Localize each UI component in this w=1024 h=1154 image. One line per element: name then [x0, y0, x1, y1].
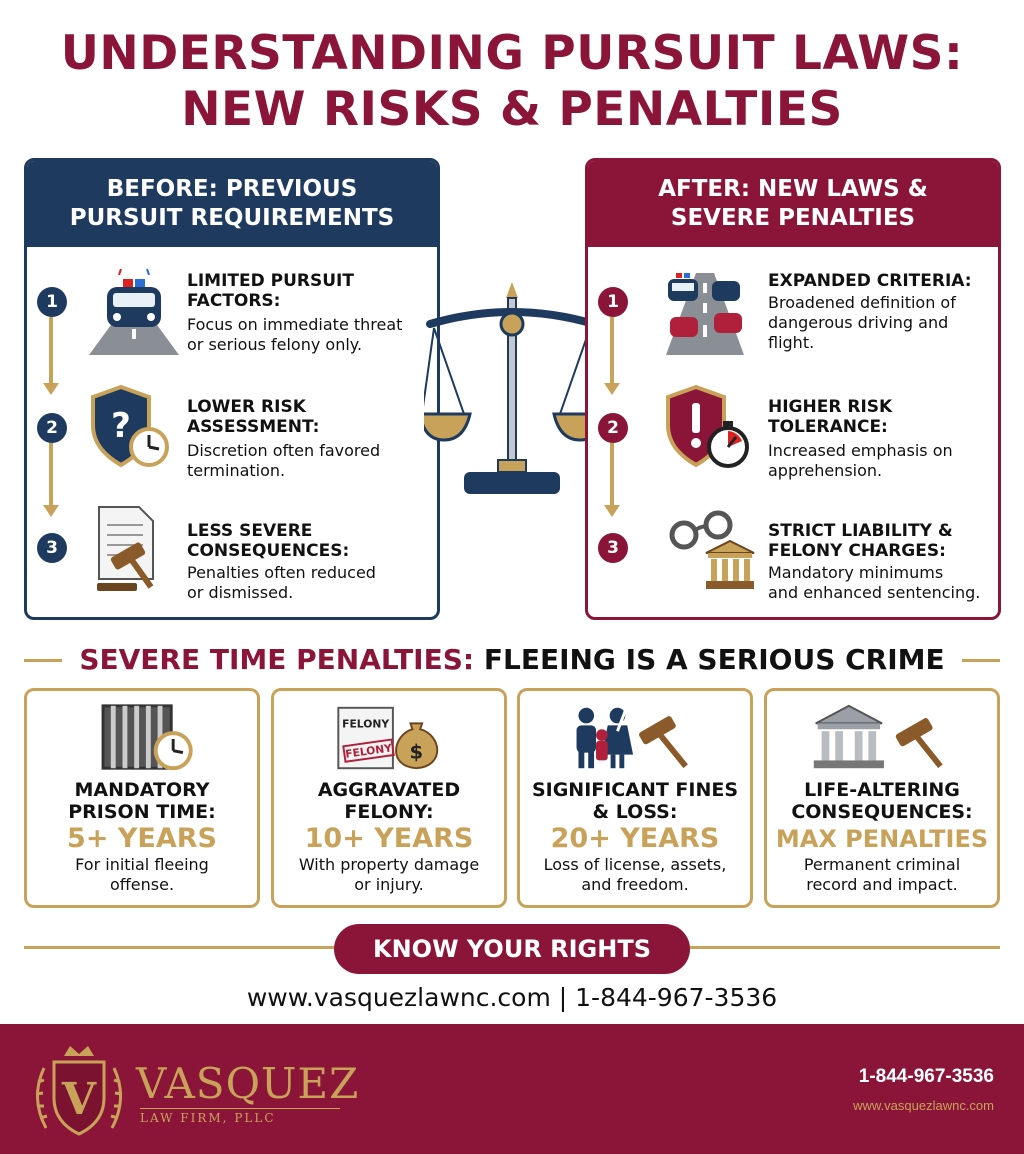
card-penalty-value: MAX PENALTIES: [775, 825, 989, 853]
traffic-pursuit-icon: [666, 263, 744, 357]
step-number: 2: [37, 413, 67, 443]
brand-subtitle: LAW FIRM, PLLC: [140, 1108, 340, 1125]
step-description: Discretion often favored termination.: [187, 441, 381, 480]
after-panel-heading: [588, 161, 998, 247]
step-description: Increased emphasis on apprehension.: [768, 441, 953, 480]
scales-of-justice-icon: [424, 280, 600, 502]
card-description: Loss of license, assets, and freedom.: [543, 855, 727, 894]
step-title: LESS SEVERE CONSEQUENCES:: [187, 521, 350, 561]
before-panel-heading: [27, 161, 437, 247]
step-title: STRICT LIABILITY & FELONY CHARGES:: [768, 521, 953, 561]
courthouse-gavel-icon: [767, 701, 997, 775]
logo-letter: V: [61, 1074, 97, 1125]
card-description: With property damage or injury.: [298, 855, 480, 894]
penalty-card-fines: [517, 688, 753, 908]
prison-clock-icon: [27, 701, 257, 775]
felony-stamp-label: FELONY: [344, 741, 393, 761]
before-step-2: [27, 383, 437, 483]
before-heading-line-1: BEFORE: PREVIOUS: [106, 176, 358, 202]
family-gavel-icon: [520, 701, 750, 775]
card-title: AGGRAVATED FELONY:: [317, 779, 461, 823]
handcuffs-courthouse-icon: [666, 503, 756, 597]
step-title: LOWER RISK ASSESSMENT:: [187, 397, 320, 437]
card-penalty-value: 20+ YEARS: [550, 823, 720, 854]
shield-question-clock-icon: [87, 381, 181, 475]
document-gavel-icon: [87, 503, 181, 597]
severe-penalties-text: [0, 642, 1024, 678]
title-line-1: UNDERSTANDING PURSUIT LAWS:: [60, 26, 964, 81]
felony-moneybag-icon: [274, 701, 504, 775]
before-step-1: [27, 257, 437, 357]
penalty-card-prison: [24, 688, 260, 908]
step-title: HIGHER RISK TOLERANCE:: [768, 397, 893, 437]
step-title: EXPANDED CRITERIA:: [768, 271, 972, 291]
step-number: 2: [598, 413, 628, 443]
penalty-card-life-altering: [764, 688, 1000, 908]
felony-doc-label: FELONY: [342, 717, 390, 731]
card-title: LIFE-ALTERING CONSEQUENCES:: [791, 779, 973, 823]
after-step-2: [588, 383, 998, 483]
title-line-2: NEW RISKS & PENALTIES: [181, 82, 843, 137]
severe-penalties-label: SEVERE TIME PENALTIES:: [79, 643, 475, 676]
severe-penalties-subtitle: FLEEING IS A SERIOUS CRIME: [483, 643, 945, 676]
after-step-1: [588, 257, 998, 357]
after-heading-line-2: SEVERE PENALTIES: [670, 205, 916, 231]
card-penalty-value: 10+ YEARS: [304, 823, 474, 854]
know-your-rights-button[interactable]: KNOW YOUR RIGHTS: [334, 924, 690, 974]
step-description: Focus on immediate threat or serious felony only.: [187, 315, 403, 354]
step-number: 1: [598, 287, 628, 317]
card-penalty-value: 5+ YEARS: [67, 823, 217, 854]
police-car-icon: [87, 263, 181, 357]
step-number: 3: [37, 533, 67, 563]
law-firm-logo: [24, 1038, 134, 1148]
step-description: Penalties often reduced or dismissed.: [187, 563, 376, 602]
card-title: SIGNIFICANT FINES & LOSS:: [531, 779, 739, 823]
step-number: 1: [37, 287, 67, 317]
after-step-3: [588, 507, 998, 607]
shield-alert-stopwatch-icon: [666, 381, 756, 475]
footer-url[interactable]: www.vasquezlawnc.com: [853, 1098, 994, 1113]
after-panel: [585, 158, 1001, 620]
after-heading-line-1: AFTER: NEW LAWS &: [658, 176, 928, 202]
card-description: For initial fleeing offense.: [75, 855, 209, 894]
card-title: MANDATORY PRISON TIME:: [68, 779, 216, 823]
before-panel: [24, 158, 440, 620]
footer: [0, 1024, 1024, 1154]
footer-phone[interactable]: 1-844-967-3536: [858, 1066, 994, 1087]
contact-line[interactable]: www.vasquezlawnc.com | 1-844-967-3536: [246, 983, 778, 1012]
svg-text:?: ?: [111, 406, 131, 446]
before-step-3: [27, 507, 437, 607]
penalty-card-felony: [271, 688, 507, 908]
card-description: Permanent criminal record and impact.: [803, 855, 961, 894]
step-title: LIMITED PURSUIT FACTORS:: [187, 271, 354, 311]
page-title: [0, 26, 1024, 138]
divider: [24, 946, 334, 949]
step-description: Mandatory minimums and enhanced sentencing.: [768, 563, 981, 602]
brand-name: VASQUEZ: [136, 1059, 360, 1108]
step-number: 3: [598, 533, 628, 563]
before-heading-line-2: PURSUIT REQUIREMENTS: [69, 205, 395, 231]
severe-penalties-heading: [0, 640, 1024, 680]
divider: [690, 946, 1000, 949]
step-description: Broadened definition of dangerous driving and flight.: [768, 293, 956, 352]
svg-text:$: $: [409, 740, 424, 764]
